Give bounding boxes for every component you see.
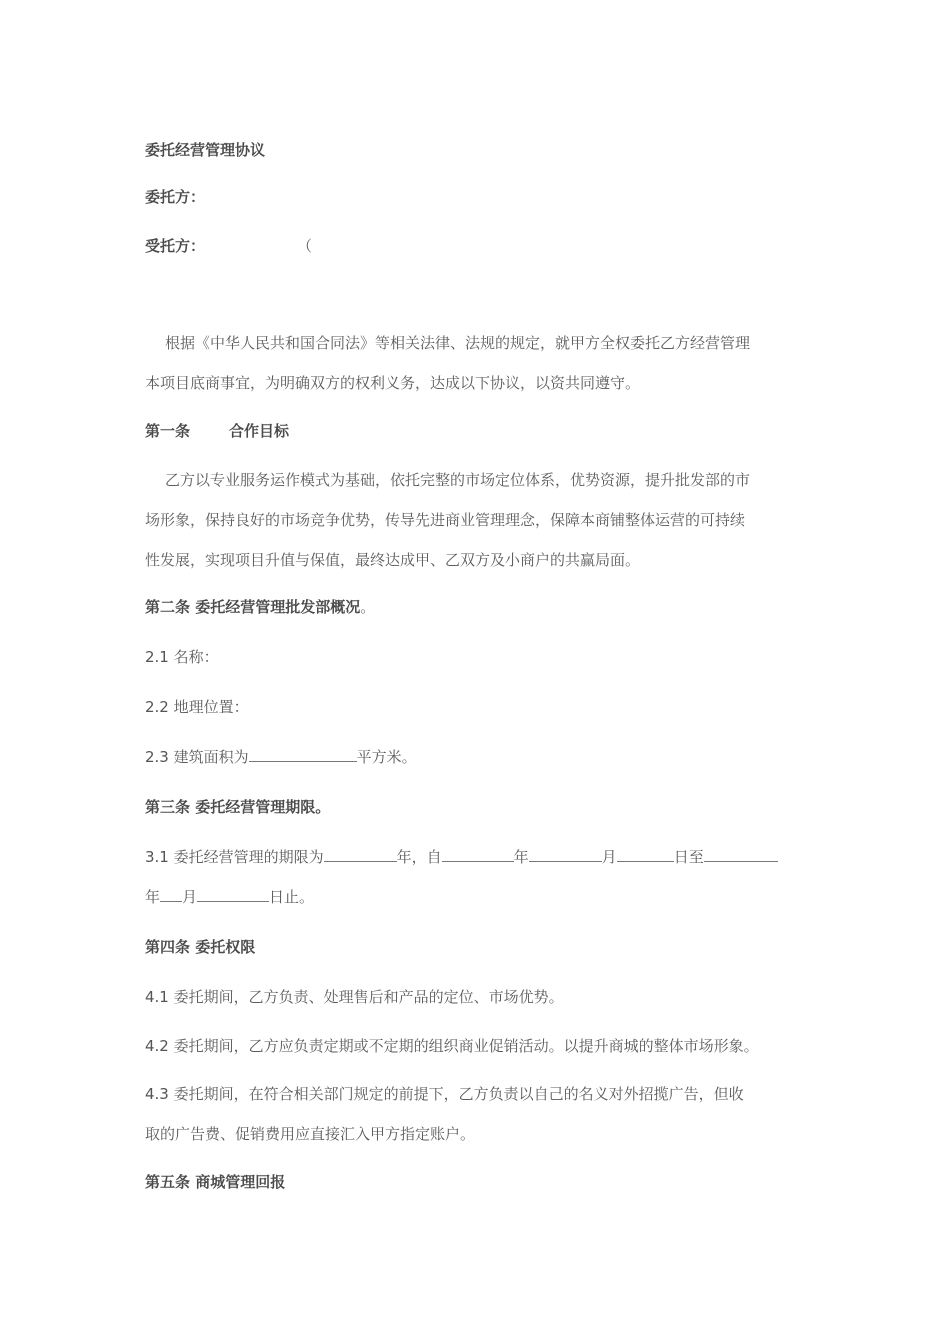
article-2-heading: [145, 597, 375, 617]
party-b-paren: （: [297, 237, 313, 255]
start-day-blank[interactable]: [617, 847, 674, 862]
clause-4-3-line-1: [145, 1084, 744, 1104]
clause-3-1-text-b: 年，自: [396, 848, 442, 866]
intro-paragraph-line-1: 根据《中华人民共和国合同法》等相关法律、法规的规定，就甲方全权委托乙方经营管理: [165, 334, 751, 352]
clause-4-2-number: 4.2: [145, 1037, 169, 1055]
clause-3-1-number: 3.1: [145, 848, 169, 866]
clause-3-1-line-2: [145, 887, 314, 907]
clause-2-1-number: 2.1: [145, 648, 169, 666]
clause-2-3: [145, 747, 417, 767]
start-month-blank[interactable]: [529, 847, 602, 862]
clause-4-2-text: 委托期间，乙方应负责定期或不定期的组织商业促销活动。以提升商城的整体市场形象。: [168, 1037, 759, 1055]
article-4-heading: 第四条 委托权限: [145, 938, 256, 956]
article-1-line-3: 性发展，实现项目升值与保值，最终达成甲、乙双方及小商户的共赢局面。: [145, 551, 641, 569]
clause-4-1: [145, 987, 564, 1007]
clause-2-2-text: 地理位置：: [168, 698, 249, 716]
term-years-blank[interactable]: [324, 847, 397, 862]
clause-4-1-text: 委托期间，乙方负责、处理售后和产品的定位、市场优势。: [168, 988, 564, 1006]
clause-2-2-number: 2.2: [145, 698, 169, 716]
clause-3-1-text-a: 委托经营管理的期限为: [168, 848, 324, 866]
clause-4-3-line-2: 取的广告费、促销费用应直接汇入甲方指定账户。: [145, 1125, 476, 1143]
article-2-period: 。: [360, 598, 376, 616]
article-1-title: 合作目标: [229, 422, 290, 440]
article-1-line-2: 场形象，保持良好的市场竞争优势，传导先进商业管理理念，保障本商铺整体运营的可持续: [145, 511, 746, 529]
clause-4-3-text-1: 委托期间，在符合相关部门规定的前提下，乙方负责以自己的名义对外招揽广告，但收: [168, 1085, 744, 1103]
clause-3-1-text-e: 日至: [673, 848, 704, 866]
article-2-title: 第二条 委托经营管理批发部概况: [145, 598, 361, 616]
party-a-label: 委托方：: [145, 188, 206, 206]
intro-paragraph-line-2: 本项目底商事宜，为明确双方的权利义务，达成以下协议，以资共同遵守。: [145, 374, 641, 392]
end-month-blank[interactable]: [160, 887, 182, 902]
article-1-line-1: 乙方以专业服务运作模式为基础，依托完整的市场定位体系，优势资源，提升批发部的市: [165, 471, 751, 489]
document-title: 委托经营管理协议: [145, 141, 266, 159]
article-1-number: 第一条: [145, 422, 191, 440]
clause-3-1-line-1: [145, 847, 778, 867]
clause-2-3-prefix: 建筑面积为: [168, 748, 249, 766]
clause-4-1-number: 4.1: [145, 988, 169, 1006]
clause-3-1-text-c: 年: [513, 848, 529, 866]
article-5-heading: 第五条 商城管理回报: [145, 1173, 286, 1191]
clause-3-1-text-d: 月: [601, 848, 617, 866]
clause-2-3-number: 2.3: [145, 748, 169, 766]
end-day-blank[interactable]: [197, 887, 269, 902]
area-blank[interactable]: [249, 747, 357, 762]
clause-4-2: [145, 1036, 759, 1056]
clause-2-1: [145, 647, 219, 667]
clause-2-1-text: 名称：: [168, 648, 219, 666]
article-3-heading: 第三条 委托经营管理期限。: [145, 798, 331, 816]
clause-2-2: [145, 697, 249, 717]
clause-3-1-text-h: 日止。: [269, 888, 315, 906]
clause-2-3-suffix: 平方米。: [356, 748, 417, 766]
clause-3-1-text-f: 年: [145, 888, 161, 906]
start-year-blank[interactable]: [442, 847, 514, 862]
clause-3-1-text-g: 月: [182, 888, 198, 906]
article-1-heading: [145, 421, 289, 441]
party-b-label: 受托方：: [145, 237, 206, 255]
end-year-blank[interactable]: [704, 847, 778, 862]
clause-4-3-number: 4.3: [145, 1085, 169, 1103]
